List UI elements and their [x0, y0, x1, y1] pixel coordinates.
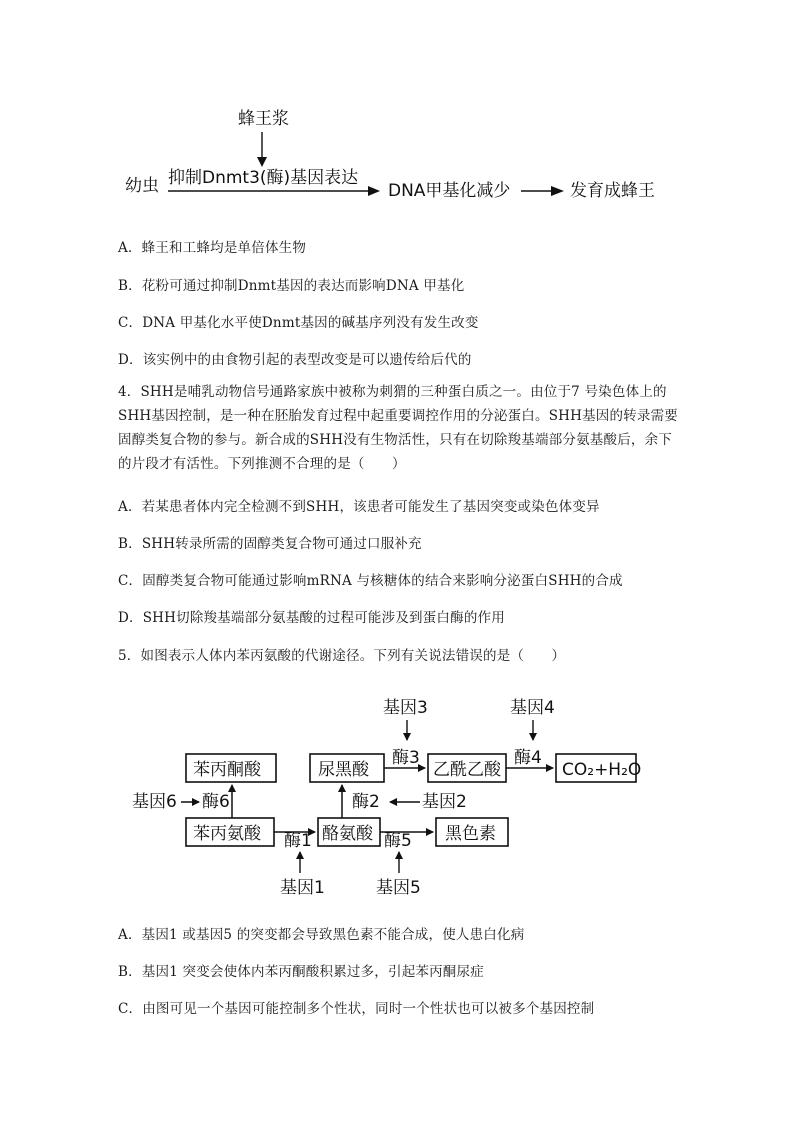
q3-option-a: A．蜂王和工蜂均是单倍体生物 — [118, 240, 307, 256]
enzyme6-label: 酶6 — [202, 792, 230, 812]
second-arrowhead — [551, 186, 564, 196]
gene1-label: 基因1 — [280, 878, 325, 898]
gene6-label: 基因6 — [132, 792, 177, 812]
q4-stem: 4．SHH是哺乳动物信号通路家族中被称为刺猬的三种蛋白质之一。由位于7 号染色体上的SHH基因控制，是一种在胚胎发育过程中起重要调控作用的分泌蛋白。SHH基因的转录需要固醇类复合物的参与。新合成的SHH没有生物活性，只有在切除羧基端部分氨基酸后，余下的片段才有活性。下列推测不合理的是（ ） — [118, 384, 678, 472]
figure-phenylalanine-pathway — [0, 680, 794, 905]
enzyme2-label: 酶2 — [352, 792, 380, 812]
q5-stem: 5．如图表示人体内苯丙氨酸的代谢途径。下列有关说法错误的是（ ） — [118, 648, 566, 664]
q3-option-c: C．DNA 甲基化水平使Dnmt基因的碱基序列没有发生改变 — [118, 315, 479, 331]
royal-jelly-label: 蜂王浆 — [238, 109, 289, 129]
gene4-label: 基因4 — [510, 698, 555, 718]
q5-option-c: C．由图可见一个基因可能控制多个性状，同时一个性状也可以被多个基因控制 — [118, 1001, 595, 1017]
phenylalanine-label: 苯丙氨酸 — [193, 824, 261, 844]
q4-option-a: A．若某患者体内完全检测不到SHH，该患者可能发生了基因突变或染色体变异 — [118, 499, 600, 515]
enzyme3-label: 酶3 — [392, 748, 420, 768]
royal-jelly-arrowhead — [257, 157, 267, 167]
larva-label: 幼虫 — [125, 176, 159, 196]
figure-royal-jelly-pathway — [0, 0, 794, 215]
main-arrowhead — [368, 186, 380, 196]
melanin-label: 黑色素 — [445, 824, 496, 844]
q5-option-b: B．基因1 突变会使体内苯丙酮酸积累过多，引起苯丙酮尿症 — [118, 964, 484, 980]
q3-option-d: D．该实例中的由食物引起的表型改变是可以遗传给后代的 — [118, 352, 472, 368]
q3-option-b: B．花粉可通过抑制Dnmt基因的表达而影响DNA 甲基化 — [118, 278, 465, 294]
q4-option-b: B．SHH转录所需的固醇类复合物可通过口服补充 — [118, 536, 422, 552]
acetoacetate-label: 乙酰乙酸 — [433, 760, 501, 780]
queen-label: 发育成蜂王 — [570, 181, 655, 201]
dna-methylation-label: DNA甲基化减少 — [388, 181, 511, 201]
gene5-label: 基因5 — [376, 878, 421, 898]
enzyme1-label: 酶1 — [284, 831, 312, 851]
co2-h2o-label: CO₂+H₂O — [562, 760, 642, 780]
enzyme4-label: 酶4 — [514, 748, 542, 768]
inhibit-label: 抑制Dnmt3(酶)基因表达 — [168, 168, 359, 188]
gene2-label: 基因2 — [422, 792, 467, 812]
q4-option-d: D．SHH切除羧基端部分氨基酸的过程可能涉及到蛋白酶的作用 — [118, 610, 505, 626]
enzyme5-label: 酶5 — [384, 831, 412, 851]
gene3-label: 基因3 — [383, 698, 428, 718]
q4-option-c: C．固醇类复合物可能通过影响mRNA 与核糖体的结合来影响分泌蛋白SHH的合成 — [118, 573, 623, 589]
phenylpyruvate-label: 苯丙酮酸 — [193, 760, 261, 780]
q5-option-a: A．基因1 或基因5 的突变都会导致黑色素不能合成，使人患白化病 — [118, 927, 525, 943]
homogentisate-label: 尿黑酸 — [318, 760, 369, 780]
tyrosine-label: 酪氨酸 — [322, 824, 373, 844]
